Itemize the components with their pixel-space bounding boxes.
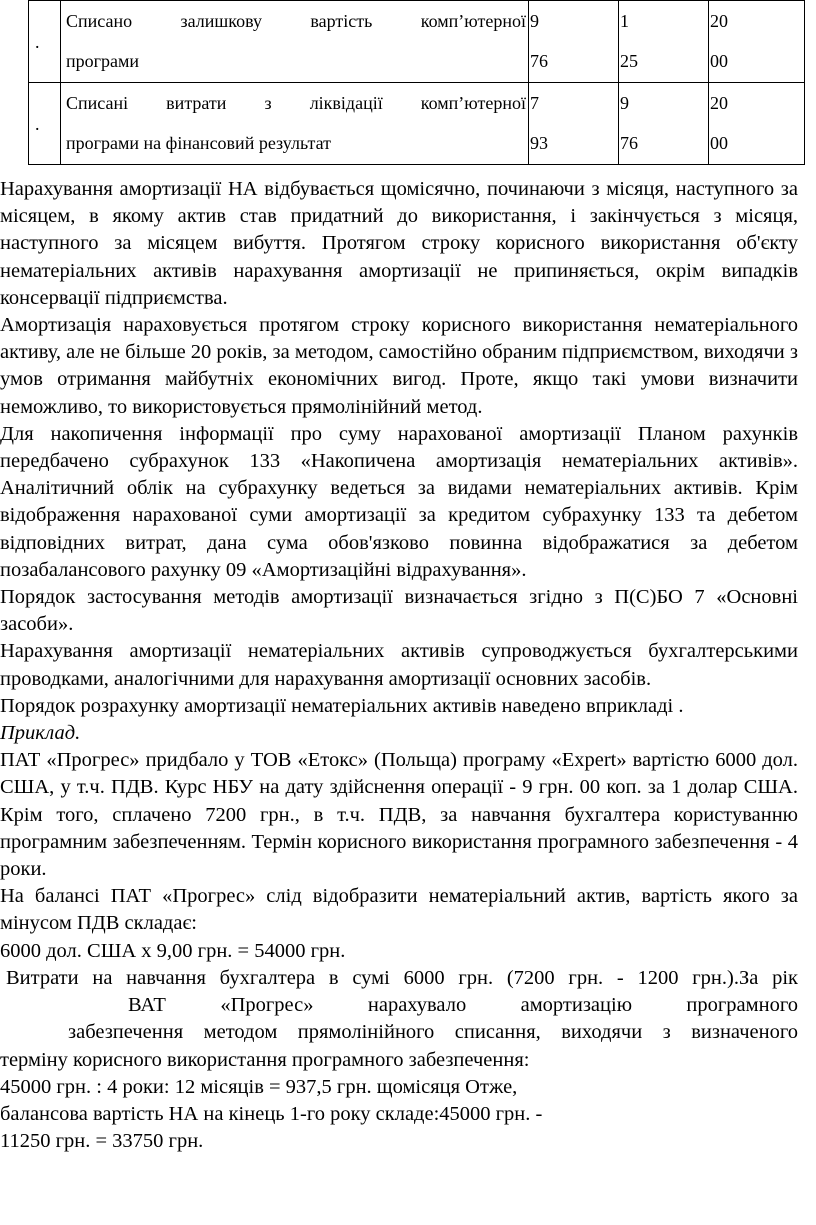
row-value: [529, 1, 619, 83]
value-part: 7: [530, 93, 539, 113]
paragraph: Нарахування амортизації нематеріальних активів супроводжується бухгалтерськими проводками, аналогічними для нарахування амортизації основних засобів.: [0, 640, 798, 690]
row-value: [619, 1, 709, 83]
paragraph-line: Витрати на навчання бухгалтера в сумі 6000 грн. (7200 грн. - 1200 грн.).За рік: [6, 966, 798, 989]
paragraph: Порядок розрахунку амортизації нематеріальних активів наведено вприкладі .: [0, 694, 684, 717]
row-index: .: [29, 83, 61, 165]
row-description-line: Списані витрати з ліквідації комп’ютерної: [66, 93, 526, 113]
row-index: .: [29, 1, 61, 83]
table-row: [29, 83, 805, 165]
row-value: [619, 83, 709, 165]
value-part: 25: [620, 51, 638, 71]
paragraph: [0, 1047, 798, 1156]
paragraph-line: балансова вартість НА на кінець 1-го року складе:45000 грн. -: [0, 1102, 543, 1125]
value-part: 20: [710, 93, 728, 113]
example-label: Приклад.: [0, 722, 81, 745]
row-description: [61, 83, 529, 165]
value-part: 9: [530, 11, 539, 31]
value-part: 9: [620, 93, 629, 113]
value-part: 1: [620, 11, 629, 31]
accounting-table: [28, 0, 805, 165]
paragraph-line: 11250 грн. = 33750 грн.: [0, 1130, 204, 1153]
paragraph: Для накопичення інформації про суму нарахованої амортизації Планом рахунків передбачено субрахунок 133 «Накопичена амортизація нематеріальних активів». Аналітичний облік на субрахунку ведеться за видами нематеріальних активів. Крім відображення нарахованої суми амортизації за кредитом субрахунку 133 та дебетом відповідних витрат, дана сума обов'язково повинна відображатися за дебетом позабалансового рахунку 09 «Амортизаційні відрахування».: [0, 422, 798, 581]
paragraph-line: терміну корисного використання програмного забезпечення:: [0, 1048, 530, 1071]
paragraph-line: забезпечення методом прямолінійного списання, виходячи з визначеного: [68, 1021, 798, 1044]
row-value: [529, 83, 619, 165]
body-text: [0, 176, 798, 1155]
paragraph: Амортизація нараховується протягом строку корисного використання нематеріального активу, але не більше 20 років, за методом, самостійно обраним підприємством, виходячи з умов отримання майбутніх економічних вигод. Проте, якщо такі умови визначити неможливо, то використовується прямолінійний метод.: [0, 314, 798, 418]
paragraph: [0, 965, 798, 1047]
table-row: [29, 1, 805, 83]
value-part: 93: [530, 133, 548, 153]
value-part: 20: [710, 11, 728, 31]
value-part: 76: [620, 133, 638, 153]
paragraph: Порядок застосування методів амортизації визначається згідно з П(С)БО 7 «Основні засоби».: [0, 586, 798, 636]
row-value: [709, 83, 805, 165]
row-description-line: програми: [66, 51, 140, 71]
paragraph: 6000 дол. США х 9,00 грн. = 54000 грн.: [0, 939, 346, 962]
paragraph-line: ВАТ «Прогрес» нарахувало амортизацію програмного: [128, 994, 798, 1017]
paragraph: На балансі ПАТ «Прогрес» слід відобразити нематеріальний актив, вартість якого за мінусом ПДВ складає:: [0, 885, 798, 935]
row-description-line: Списано залишкову вартість комп’ютерної: [66, 11, 526, 31]
value-part: 76: [530, 51, 548, 71]
paragraph-line: 45000 грн. : 4 роки: 12 місяців = 937,5 грн. щомісяця Отже,: [0, 1075, 518, 1098]
row-value: [709, 1, 805, 83]
paragraph: Нарахування амортизації НА відбувається щомісячно, починаючи з місяця, наступного за місяцем, в якому актив став придатний до використання, і закінчується з місяця, наступного за місяцем вибуття. Протягом строку корисного використання об'єкту нематеріальних активів нарахування амортизації не припиняється, окрім випадків консервації підприємства.: [0, 178, 798, 309]
row-description-line: програми на фінансовий результат: [66, 133, 331, 153]
row-description: [61, 1, 529, 83]
value-part: 00: [710, 51, 728, 71]
paragraph: ПАТ «Прогрес» придбало у ТОВ «Етокс» (Польща) програму «Expert» вартістю 6000 дол. США, у т.ч. ПДВ. Курс НБУ на дату здійснення операції - 9 грн. 00 коп. за 1 долар США. Крім того, сплачено 7200 грн., в т.ч. ПДВ, за навчання бухгалтера користуванню програмним забезпеченням. Термін корисного використання програмного забезпечення - 4 роки.: [0, 749, 798, 881]
value-part: 00: [710, 133, 728, 153]
